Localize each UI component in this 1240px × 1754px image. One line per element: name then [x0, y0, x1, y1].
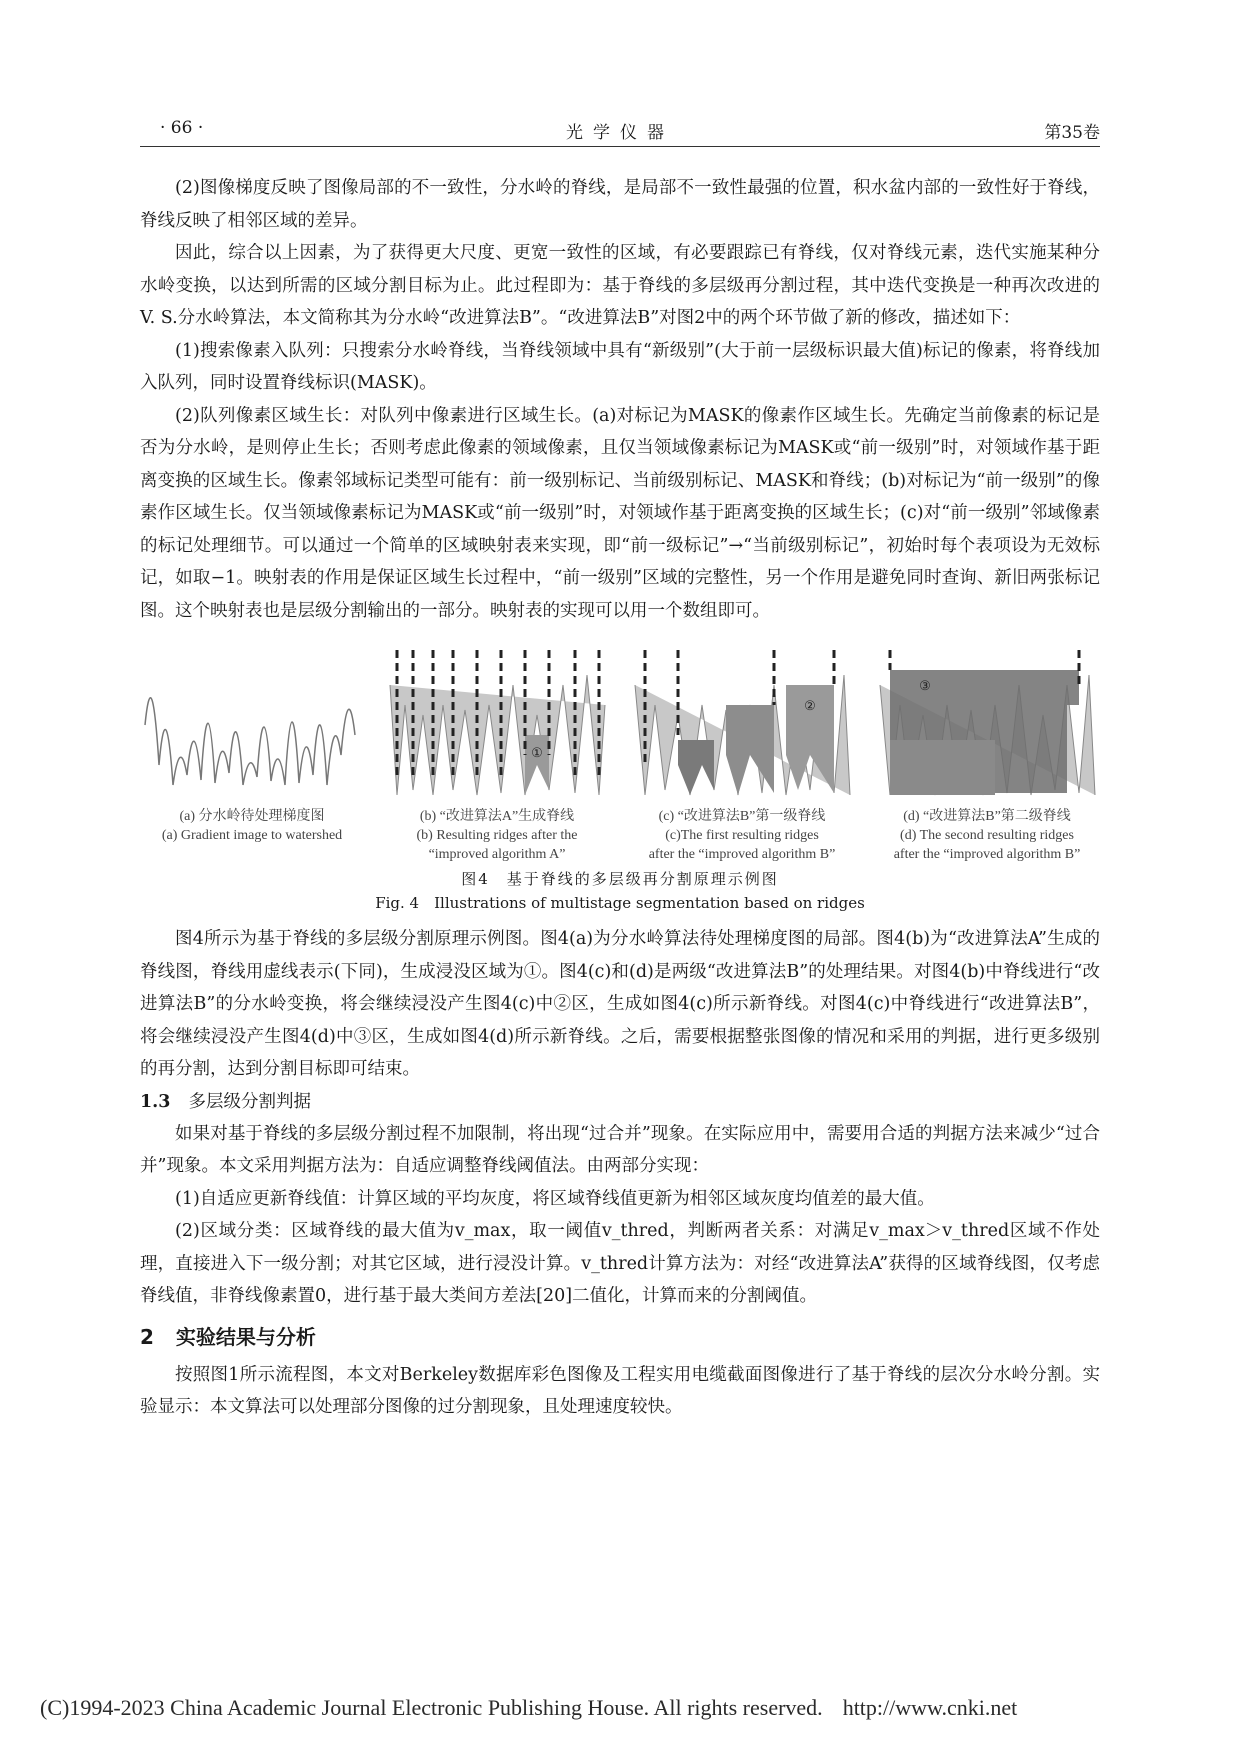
ridges-b2-plot: [875, 645, 1100, 805]
figure-caption-cn: 图4 基于脊线的多层级再分割原理示例图: [461, 870, 779, 888]
region-label-3: ③: [919, 679, 931, 694]
paragraph: (2)图像梯度反映了图像局部的不一致性，分水岭的脊线，是局部不一致性最强的位置，积水盆内部的一致性好于脊线，脊线反映了相邻区域的差异。: [140, 178, 1100, 231]
copyright-text: (C)1994-2023 China Academic Journal Electronic Publishing House. All rights reserved.: [40, 1695, 823, 1720]
subsection-heading: 1.3 多层级分割判据: [140, 1091, 311, 1112]
volume-label: 第35卷: [1044, 123, 1100, 143]
paragraph: (1)搜索像素入队列：只搜索分水岭脊线，当脊线领域中具有“新级别”(大于前一层级标识最大值)标记的像素，将脊线加入队列，同时设置脊线标识(MASK)。: [140, 340, 1100, 393]
article-body: [140, 172, 1100, 1424]
journal-title: 光学仪器: [566, 123, 674, 143]
figure-panel-a: [140, 645, 365, 805]
paragraph: (1)自适应更新脊线值：计算区域的平均灰度，将区域脊线值更新为相邻区域灰度均值差的最大值。: [175, 1188, 935, 1209]
ridges-a-plot: [385, 645, 610, 805]
paragraph: 按照图1所示流程图，本文对Berkeley数据库彩色图像及工程实用电缆截面图像进行了基于脊线的层次分水岭分割。实验显示：本文算法可以处理部分图像的过分割现象，且处理速度较快。: [140, 1364, 1100, 1417]
section-heading: 2 实验结果与分析: [140, 1324, 316, 1349]
panel-caption-b: (b) “改进算法A”生成脊线 (b) Resulting ridges after the “improved algorithm A”: [416, 809, 578, 862]
footer-url: http://www.cnki.net: [842, 1695, 1018, 1720]
figure-panel-d: [875, 645, 1100, 805]
figure-panel-b: [385, 645, 610, 805]
paragraph: 如果对基于脊线的多层级分割过程不加限制，将出现“过合并”现象。在实际应用中，需要用合适的判据方法来减少“过合并”现象。本文采用判据方法为：自适应调整脊线阈值法。由两部分实现：: [140, 1123, 1100, 1176]
gradient-curve-plot: [140, 645, 365, 805]
figure-4: [140, 645, 1100, 865]
page-footer: [40, 1695, 1200, 1721]
ridges-b1-plot: [630, 645, 855, 805]
region-label-1: ①: [531, 746, 543, 761]
panel-caption-a: (a) 分水岭待处理梯度图 (a) Gradient image to watershed: [161, 809, 343, 843]
figure-panel-c: [630, 645, 855, 805]
figure-caption-en: Fig. 4 Illustrations of multistage segmentation based on ridges: [375, 894, 865, 912]
page-number: · 66 ·: [160, 118, 204, 138]
panel-caption-c: (c) “改进算法B”第一级脊线 (c)The first resulting ridges after the “improved algorithm B”: [648, 809, 836, 862]
paragraph: (2)队列像素区域生长：对队列中像素进行区域生长。(a)对标记为MASK的像素作区域生长。先确定当前像素的标记是否为分水岭，是则停止生长；否则考虑此像素的领域像素，且仅当领域像素标记为MASK或“前一级别”时，对领域作基于距离变换的区域生长。像素邻域标记类型可能有：前一级别标记、当前级别标记、MASK和脊线；(b)对标记为“前一级别”的像素作区域生长。仅当领域像素标记为MASK或“前一级别”时，对领域作基于距离变换的区域生长；(c)对“前一级别”邻域像素的标记处理细节。可以通过一个简单的区域映射表来实现，即“前一级标记”→“当前级别标记”，初始时每个表项设为无效标记，如取−1。映射表的作用是保证区域生长过程中，“前一级别”区域的完整性，另一个作用是避免同时查询、新旧两张标记图。这个映射表也是层级分割输出的一部分。映射表的实现可以用一个数组即可。: [140, 405, 1100, 621]
region-label-2: ②: [804, 699, 816, 714]
paragraph: (2)区域分类：区域脊线的最大值为v_max，取一阈值v_thred，判断两者关系：对满足v_max＞v_thred区域不作处理，直接进入下一级分割；对其它区域，进行浸没计算。v_thred计算方法为：对经“改进算法A”获得的区域脊线图，仅考虑脊线值，非脊线像素置0，进行基于最大类间方差法[20]二值化，计算而来的分割阈值。: [140, 1221, 1100, 1306]
panel-caption-d: (d) “改进算法B”第二级脊线 (d) The second resulting ridges after the “improved algorithm B”: [893, 809, 1081, 862]
paragraph: 因此，综合以上因素，为了获得更大尺度、更宽一致性的区域，有必要跟踪已有脊线，仅对脊线元素，迭代实施某种分水岭变换，以达到所需的区域分割目标为止。此过程即为：基于脊线的多层级再分割过程，其中迭代变换是一种再次改进的V. S.分水岭算法，本文简称其为分水岭“改进算法B”。“改进算法B”对图2中的两个环节做了新的修改，描述如下：: [140, 243, 1100, 328]
paragraph: 图4所示为基于脊线的多层级分割原理示例图。图4(a)为分水岭算法待处理梯度图的局部。图4(b)为“改进算法A”生成的脊线图，脊线用虚线表示(下同)，生成浸没区域为①。图4(c)和(d)是两级“改进算法B”的处理结果。对图4(b)中脊线进行“改进算法B”的分水岭变换，将会继续浸没产生图4(c)中②区，生成如图4(c)所示新脊线。对图4(c)中脊线进行“改进算法B”，将会继续浸没产生图4(d)中③区，生成如图4(d)所示新脊线。之后，需要根据整张图像的情况和采用的判据，进行更多级别的再分割，达到分割目标即可结束。: [140, 929, 1100, 1079]
page-header: [140, 118, 1100, 142]
header-rule: [140, 146, 1100, 147]
